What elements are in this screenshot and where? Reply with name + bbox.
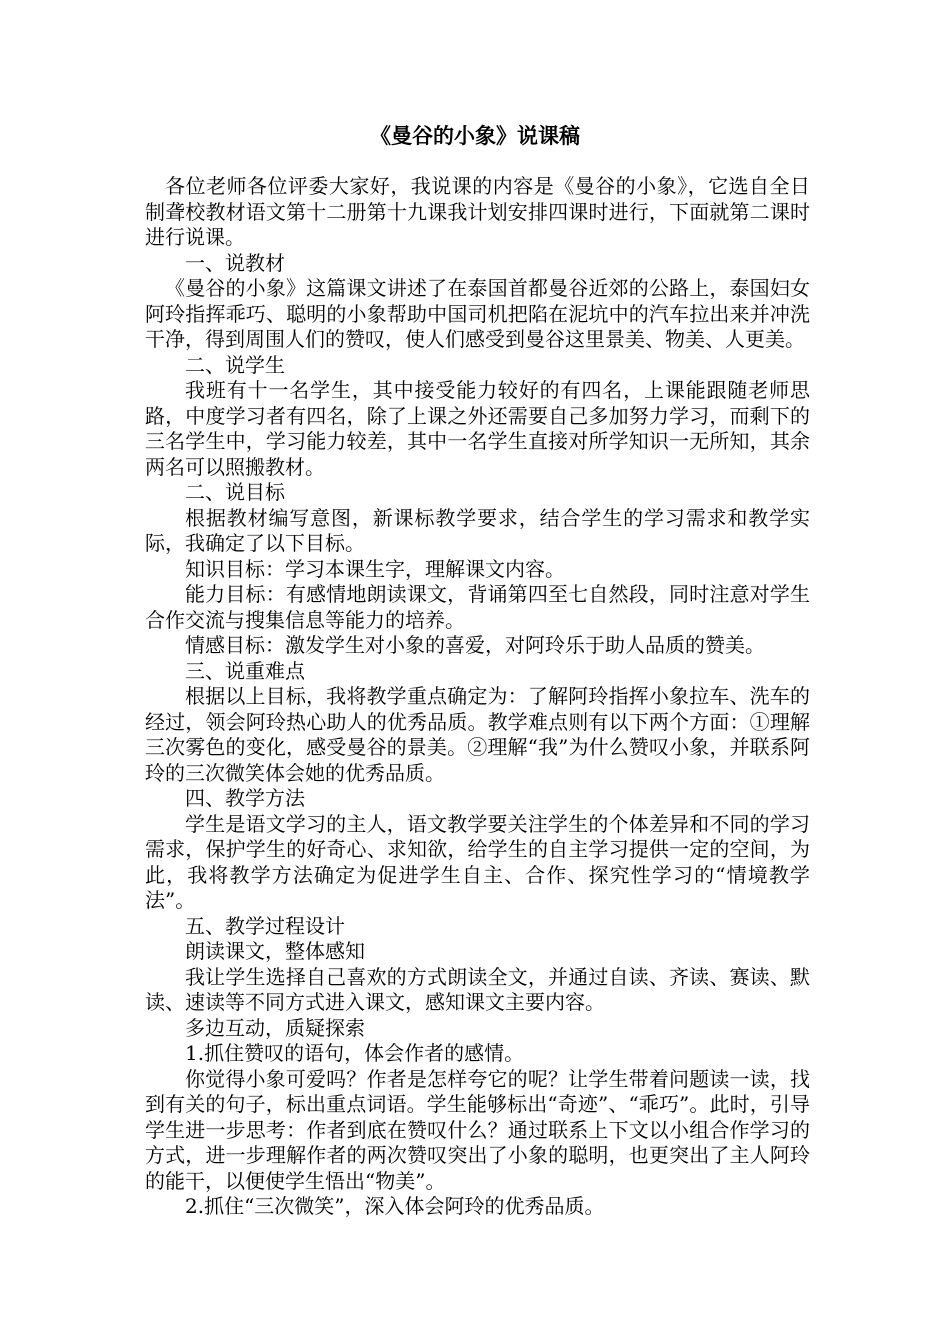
paragraph: 我班有十一名学生，其中接受能力较好的有四名，上课能跟随老师思路，中度学习者有四名，除了上课之外还需要自己多加努力学习，而剩下的三名学生中，学习能力较差，其中一名学生直接对所学知识一无所知，其余两名可以照搬教材。: [145, 378, 810, 479]
paragraph: 三、说重难点: [185, 658, 305, 683]
document-body: [145, 174, 810, 1220]
paragraph: 五、教学过程设计: [185, 913, 345, 938]
paragraph: 二、说学生: [185, 352, 285, 377]
paragraph: 一、说教材: [185, 250, 285, 275]
paragraph: 根据以上目标，我将教学重点确定为：了解阿玲指挥小象拉车、洗车的经过，领会阿玲热心助人的优秀品质。教学难点则有以下两个方面：①理解三次雾色的变化，感受曼谷的景美。②理解“我”为什么赞叹小象，并联系阿玲的三次微笑体会她的优秀品质。: [145, 684, 810, 785]
paragraph: 能力目标：有感情地朗读课文，背诵第四至七自然段，同时注意对学生合作交流与搜集信息等能力的培养。: [145, 582, 810, 632]
paragraph: 知识目标：学习本课生字，理解课文内容。: [185, 556, 565, 581]
document-title: 《曼谷的小象》说课稿: [370, 124, 580, 148]
paragraph: 情感目标：激发学生对小象的喜爱，对阿玲乐于助人品质的赞美。: [185, 633, 765, 657]
paragraph: 根据教材编写意图，新课标教学要求，结合学生的学习需求和教学实际，我确定了以下目标。: [145, 505, 810, 555]
paragraph: 多边互动，质疑探索: [185, 1015, 365, 1040]
paragraph: 四、教学方法: [185, 786, 305, 810]
paragraph: 2.抓住“三次微笑”，深入体会阿玲的优秀品质。: [185, 1194, 605, 1218]
paragraph: 我让学生选择自己喜欢的方式朗读全文，并通过自读、齐读、赛读、默读、速读等不同方式进入课文，感知课文主要内容。: [145, 964, 810, 1014]
paragraph: 你觉得小象可爱吗？作者是怎样夸它的呢？让学生带着问题读一读，找到有关的句子，标出重点词语。学生能够标出“奇迹”、“乖巧”。此时，引导学生进一步思考：作者到底在赞叹什么？通过联系上下文以小组合作学习的方式，进一步理解作者的两次赞叹突出了小象的聪明，也更突出了主人阿玲的能干，以便使学生悟出“物美”。: [145, 1066, 810, 1193]
paragraph: 学生是语文学习的主人，语文教学要关注学生的个体差异和不同的学习需求，保护学生的好奇心、求知欲，给学生的自主学习提供一定的空间，为此，我将教学方法确定为促进学生自主、合作、探究性学习的“情境教学法”。: [145, 811, 810, 912]
paragraph: 1.抓住赞叹的语句，体会作者的感情。: [185, 1041, 525, 1065]
paragraph: 《曼谷的小象》这篇课文讲述了在泰国首都曼谷近郊的公路上，泰国妇女阿玲指挥乖巧、聪明的小象帮助中国司机把陷在泥坑中的汽车拉出来并冲洗干净，得到周围人们的赞叹，使人们感受到曼谷这里景美、物美、人更美。: [145, 276, 810, 351]
paragraph: 二、说目标: [185, 480, 285, 504]
paragraph: 各位老师各位评委大家好，我说课的内容是《曼谷的小象》，它选自全日制聋校教材语文第十二册第十九课我计划安排四课时进行，下面就第二课时进行说课。: [145, 174, 810, 249]
paragraph: 朗读课文，整体感知: [185, 939, 365, 963]
